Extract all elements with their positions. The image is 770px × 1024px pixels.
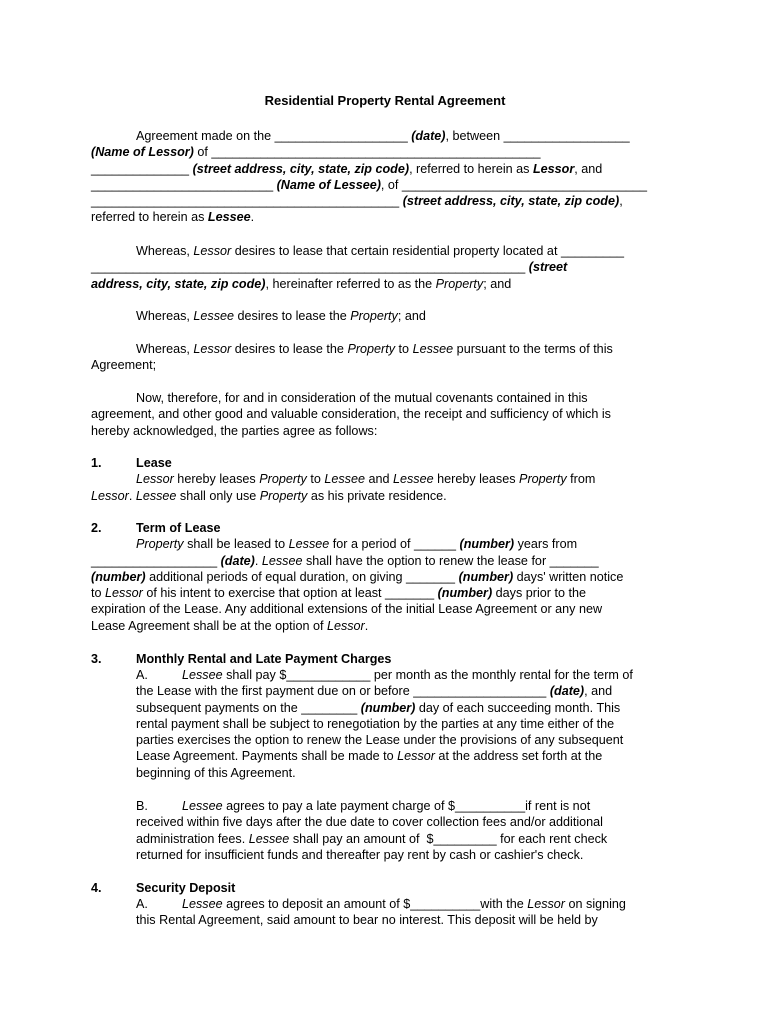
text-line: Now, therefore, for and in consideration of the mutual covenants contained in this xyxy=(136,391,588,405)
text-line: Whereas, Lessor desires to lease the Property to Lessee pursuant to the terms of this xyxy=(136,342,613,356)
text-line: (number) additional periods of equal duration, on giving _______ (number) days' written notice xyxy=(91,569,624,584)
section-heading: 1. Lease xyxy=(91,456,172,470)
text-line: ____________________________________________ (street address, city, state, zip code), xyxy=(91,194,623,209)
section-monthly-rental xyxy=(91,651,691,667)
security-deposit-clause-a xyxy=(136,896,686,929)
text-line: returned for insufficient funds and thereafter pay rent by cash or cashier's check. xyxy=(136,847,584,862)
text-line: rental payment shall be subject to renegotiation by the parties at any time either of the xyxy=(136,716,615,731)
text-line: Lease Agreement. Payments shall be made to Lessor at the address set forth at the xyxy=(136,749,603,764)
whereas-lease-paragraph xyxy=(91,341,691,374)
text-line: Property shall be leased to Lessee for a period of ______ (number) years from xyxy=(136,537,578,552)
text-line: subsequent payments on the ________ (number) day of each succeeding month. This xyxy=(136,700,621,715)
text-line: Agreement; xyxy=(91,358,157,373)
text-line: A. Lessee shall pay $____________ per month as the monthly rental for the term of xyxy=(136,668,633,682)
whereas-property-paragraph xyxy=(91,243,691,292)
text-line: expiration of the Lease. Any additional extensions of the initial Lease Agreement or any new xyxy=(91,602,603,617)
document-title: Residential Property Rental Agreement xyxy=(264,93,506,108)
section-heading: 4. Security Deposit xyxy=(91,881,236,895)
text-line: agreement, and other good and valuable consideration, the receipt and sufficiency of which is xyxy=(91,407,611,422)
section-security-deposit xyxy=(91,880,691,896)
text-line: hereby acknowledged, the parties agree as follows: xyxy=(91,423,378,438)
text-line: the Lease with the first payment due on or before ___________________ (date), and xyxy=(136,684,613,699)
text-line: __________________ (date). Lessee shall have the option to renew the lease for _______ xyxy=(91,553,599,568)
monthly-rental-clause-a xyxy=(136,667,686,781)
late-payment-clause-b xyxy=(136,798,686,863)
section-lease xyxy=(91,455,691,504)
section-heading: 2. Term of Lease xyxy=(91,521,221,535)
text-line: Whereas, Lessor desires to lease that certain residential property located at _________ xyxy=(136,244,624,258)
text-line: parties exercises the option to renew the Lease under the provisions of any subsequent xyxy=(136,733,624,748)
text-line: ______________________________________________________________ (street xyxy=(91,260,568,275)
whereas-lessee-paragraph xyxy=(91,308,691,324)
parties-paragraph xyxy=(91,128,691,226)
text-line: Lessor hereby leases Property to Lessee and Lessee hereby leases Property from xyxy=(136,472,596,487)
text-line: A. Lessee agrees to deposit an amount of $__________with the Lessor on signing xyxy=(136,897,626,911)
text-line: address, city, state, zip code), hereinafter referred to as the Property; and xyxy=(91,276,512,291)
text-line: to Lessor of his intent to exercise that option at least _______ (number) days prior to the xyxy=(91,586,586,601)
text-line: Whereas, Lessee desires to lease the Property; and xyxy=(136,309,426,323)
text-line: ______________ (street address, city, state, zip code), referred to herein as Lessor, and xyxy=(91,161,603,176)
text-line: __________________________ (Name of Lessee), of ___________________________________ xyxy=(91,177,648,192)
text-line: Lease Agreement shall be at the option of Lessor. xyxy=(91,618,369,633)
text-line: administration fees. Lessee shall pay an amount of $_________ for each rent check xyxy=(136,831,608,846)
text-line: Lessor. Lessee shall only use Property as his private residence. xyxy=(91,488,447,503)
text-line: referred to herein as Lessee. xyxy=(91,210,255,225)
text-line: received within five days after the due date to cover collection fees and/or additional xyxy=(136,815,603,830)
consideration-paragraph xyxy=(91,390,691,439)
text-line: Agreement made on the ___________________ (date), between __________________ xyxy=(136,129,630,143)
text-line: this Rental Agreement, said amount to bear no interest. This deposit will be held by xyxy=(136,913,598,928)
text-line: B. Lessee agrees to pay a late payment charge of $__________if rent is not xyxy=(136,799,591,813)
section-term-of-lease xyxy=(91,520,691,634)
text-line: beginning of this Agreement. xyxy=(136,765,296,780)
text-line: (Name of Lessor) of _______________________________________________ xyxy=(91,145,541,160)
section-heading: 3. Monthly Rental and Late Payment Charges xyxy=(91,652,392,666)
